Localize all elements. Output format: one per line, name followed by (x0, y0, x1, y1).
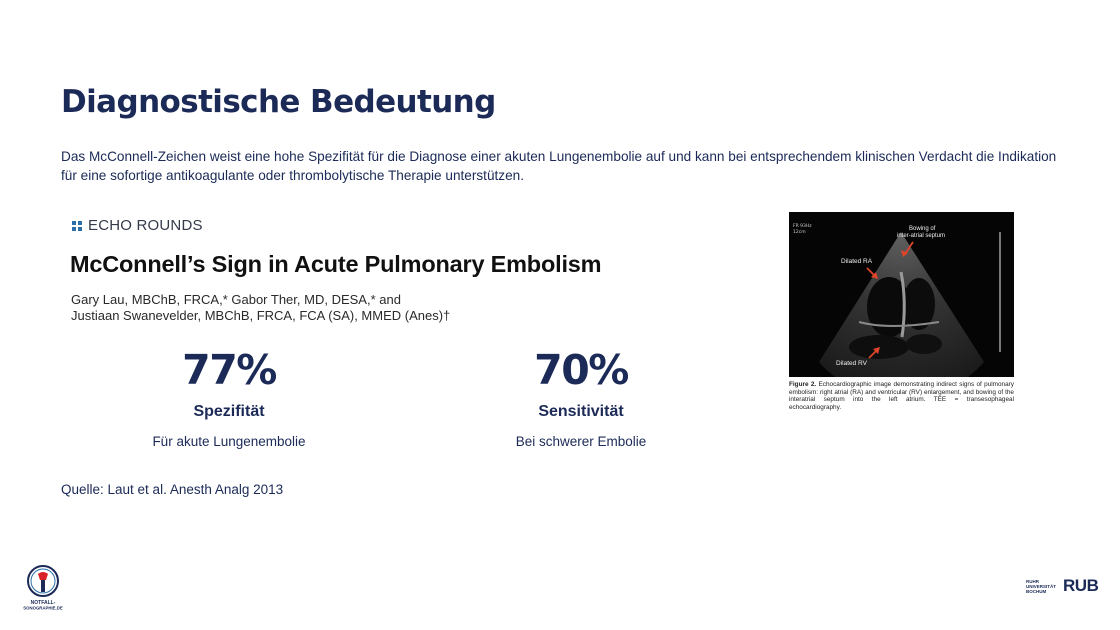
stat-description: Bei schwerer Embolie (515, 434, 647, 449)
label-dilated-ra: Dilated RA (841, 258, 873, 265)
stat-value: 70% (534, 346, 628, 394)
source-citation: Quelle: Laut et al. Anesth Analg 2013 (61, 482, 284, 497)
authors-line-1: Gary Lau, MBChB, FRCA,* Gabor Ther, MD, DESA,* and (71, 292, 401, 307)
grid-icon (72, 221, 82, 231)
rub-small-line-3: BOCHUM (1026, 588, 1047, 594)
page-title: Diagnostische Bedeutung (61, 84, 496, 120)
rub-logo-text (1026, 579, 1056, 594)
label-bowing-2: inter-atrial septum (897, 233, 946, 239)
rub-small-line-1: RUHR (1026, 578, 1039, 584)
stat-value: 77% (182, 346, 276, 394)
figure-caption (789, 381, 1014, 411)
svg-text:FR 93Hz: FR 93Hz (793, 224, 812, 229)
rub-logo (1026, 576, 1098, 596)
intro-text: Das McConnell-Zeichen weist eine hohe Spezifität für die Diagnose einer akuten Lungenembolie auf und kann bei entsprechendem klinischen Verdacht die Indikation für eine sofortige antikoagulante oder thrombolytische Therapie unterstützen. (61, 149, 1057, 183)
stat-sensitivity (461, 346, 701, 449)
stat-specificity (109, 346, 349, 449)
caption-text: Echocardiographic image demonstrating indirect signs of pulmonary embolism: right atrial (RA) and ventricular (RV) enlargement, and bowing of the interatrial septum into the left atrium. TEE = transesophageal echocardiography. (789, 381, 1014, 411)
label-bowing-1: Bowing of (909, 226, 936, 232)
echocardiogram-image (789, 212, 1014, 377)
rub-logo-mark: RUB (1063, 576, 1099, 595)
logo-left-text-1: NOTFALL- (30, 600, 56, 606)
paper-section-header (72, 217, 203, 234)
caption-label: Figure 2. (789, 381, 817, 388)
paper-title: McConnell’s Sign in Acute Pulmonary Embolism (70, 251, 602, 277)
stat-label: Sensitivität (538, 403, 624, 420)
paper-authors (71, 292, 450, 324)
label-dilated-rv: Dilated RV (836, 360, 867, 367)
svg-text:12cm: 12cm (793, 230, 806, 235)
notfall-sonographie-logo (18, 562, 68, 612)
paper-section-label: ECHO ROUNDS (88, 217, 203, 234)
authors-line-2: Justiaan Swanevelder, MBChB, FRCA, FCA (SA), MMED (Anes)† (71, 308, 451, 323)
rub-small-line-2: UNIVERSITÄT (1026, 583, 1057, 589)
logo-left-text-2: SONOGRAPHIE.DE (23, 605, 63, 611)
stat-description: Für akute Lungenembolie (152, 434, 306, 449)
stat-label: Spezifität (193, 403, 265, 420)
